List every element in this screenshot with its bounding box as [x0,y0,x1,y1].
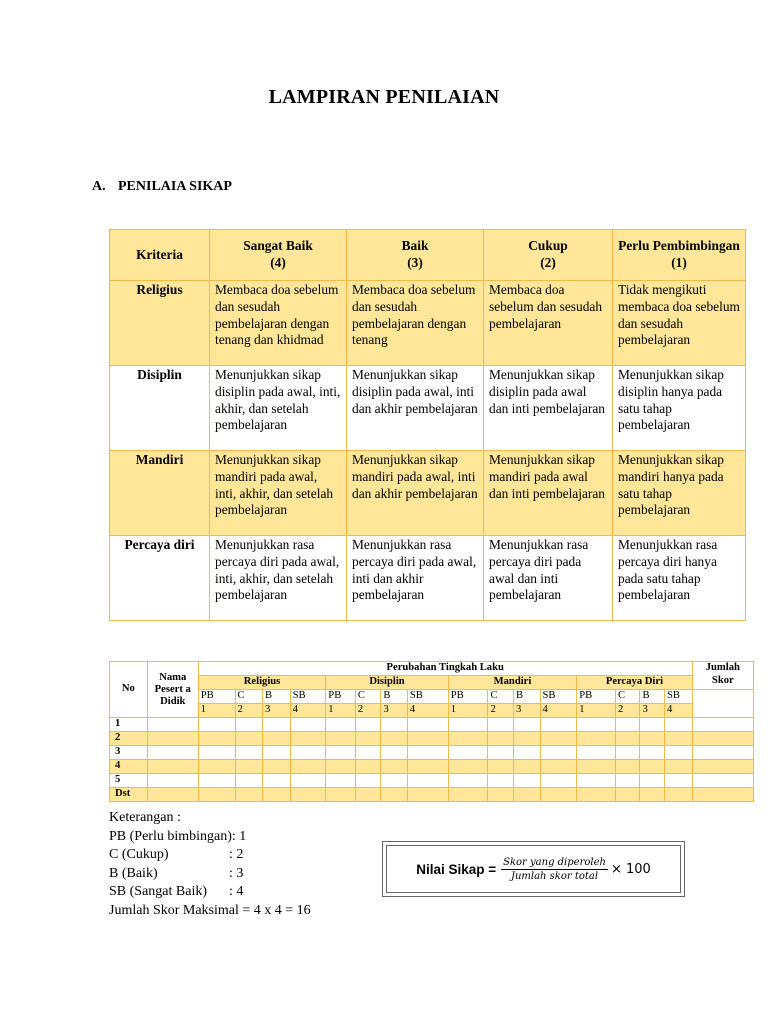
total-score-header: Jumlah Skor [692,662,753,690]
rubric-cell: Menunjukkan sikap mandiri pada awal, inti dan akhir pembelajaran [347,451,484,536]
rubric-row-percaya-diri [110,536,746,621]
score-value: 1 [577,704,616,718]
no-header: No [110,662,148,718]
score-value: 2 [355,704,381,718]
score-value: 3 [640,704,664,718]
category-percaya-diri: Percaya Diri [577,676,692,690]
score-header-row-scores [110,704,754,718]
rubric-table [109,229,746,621]
formula-lhs: Nilai Sikap = [416,861,497,877]
rubric-header-row [110,230,746,281]
note-sb: SB (Sangat Baik) : 4 [109,884,244,900]
score-value: 1 [198,704,235,718]
level-label: B [381,690,408,704]
level-label: C [355,690,381,704]
level-label: C [235,690,263,704]
section-letter: A. [92,179,106,194]
table-row: 4 [110,760,754,774]
level-label: PB [577,690,616,704]
rubric-cell: Membaca doa sebelum dan sesudah pembelajaran dengan tenang [347,281,484,366]
score-formula-box [382,841,685,897]
score-value: 4 [290,704,326,718]
rubric-header-perlu-pembimbingan: Perlu Pembimbingan (1) [613,230,746,281]
formula-fraction [501,857,608,882]
score-value: 3 [513,704,540,718]
rubric-cell: Menunjukkan sikap mandiri pada awal, inti, akhir, dan setelah pembelajaran [210,451,347,536]
section-label: PENILAIA SIKAP [118,179,232,194]
rubric-cell: Menunjukkan rasa percaya diri hanya pada satu tahap pembelajaran [613,536,746,621]
formula-rhs: × 100 [610,861,651,877]
score-value: 4 [540,704,577,718]
rubric-header-cukup: Cukup (2) [484,230,613,281]
table-row: 1 [110,718,754,732]
rubric-header-kriteria: Kriteria [110,230,210,281]
note-max-score: Jumlah Skor Maksimal = 4 x 4 = 16 [109,902,311,918]
level-label: SB [540,690,577,704]
score-value: 2 [488,704,514,718]
rubric-cell: Membaca doa sebelum dan sesudah pembelajaran dengan tenang dan khidmad [210,281,347,366]
rubric-row-disiplin [110,366,746,451]
level-label: PB [326,690,356,704]
group-header: Perubahan Tingkah Laku [198,662,692,676]
category-mandiri: Mandiri [448,676,577,690]
rubric-cell: Menunjukkan rasa percaya diri pada awal, inti dan akhir pembelajaran [347,536,484,621]
section-heading [92,179,232,195]
page-title: LAMPIRAN PENILAIAN [268,86,500,108]
rubric-row-mandiri [110,451,746,536]
score-value: 2 [235,704,263,718]
score-table [109,661,754,802]
level-label: PB [198,690,235,704]
rubric-cell: Menunjukkan sikap disiplin pada awal dan inti pembelajaran [484,366,613,451]
score-value: 2 [616,704,640,718]
note-pb: PB (Perlu bimbingan): 1 [109,828,247,844]
criterion-label: Percaya diri [110,536,210,621]
rubric-cell: Tidak mengikuti membaca doa sebelum dan sesudah pembelajaran [613,281,746,366]
level-label: PB [448,690,488,704]
score-value: 1 [448,704,488,718]
score-value: 3 [263,704,291,718]
rubric-cell: Menunjukkan sikap mandiri pada awal dan inti pembelajaran [484,451,613,536]
score-header-row-levels [110,690,754,704]
rubric-cell: Menunjukkan rasa percaya diri pada awal dan inti pembelajaran [484,536,613,621]
rubric-cell: Menunjukkan sikap mandiri hanya pada satu tahap pembelajaran [613,451,746,536]
formula-numerator: Skor yang diperoleh [503,856,606,868]
table-row: Dst [110,788,754,802]
rubric-cell: Menunjukkan sikap disiplin hanya pada satu tahap pembelajaran [613,366,746,451]
total-score-spacer [692,690,753,718]
score-header-row-1 [110,662,754,676]
rubric-cell: Membaca doa sebelum dan sesudah pembelajaran [484,281,613,366]
level-label: C [488,690,514,704]
category-religius: Religius [198,676,326,690]
legend-notes [109,809,311,921]
rubric-cell: Menunjukkan rasa percaya diri pada awal, inti, akhir, dan setelah pembelajaran [210,536,347,621]
formula-denominator: Jumlah skor total [510,870,599,882]
score-value: 1 [326,704,356,718]
note-c: C (Cukup) : 2 [109,847,244,863]
rubric-cell: Menunjukkan sikap disiplin pada awal, inti, akhir, dan setelah pembelajaran [210,366,347,451]
note-b: B (Baik) : 3 [109,865,244,881]
criterion-label: Mandiri [110,451,210,536]
rubric-row-religius [110,281,746,366]
score-value: 3 [381,704,408,718]
level-label: B [263,690,291,704]
score-header-row-categories [110,676,754,690]
table-row: 3 [110,746,754,760]
level-label: C [616,690,640,704]
level-label: SB [407,690,448,704]
table-row: 2 [110,732,754,746]
rubric-header-baik: Baik (3) [347,230,484,281]
rubric-cell: Menunjukkan sikap disiplin pada awal, inti dan akhir pembelajaran [347,366,484,451]
criterion-label: Religius [110,281,210,366]
notes-heading: Keterangan : [109,810,181,825]
score-value: 4 [664,704,692,718]
score-value: 4 [407,704,448,718]
level-label: B [513,690,540,704]
name-header: Nama Pesert a Didik [147,662,198,718]
criterion-label: Disiplin [110,366,210,451]
category-disiplin: Disiplin [326,676,448,690]
table-row: 5 [110,774,754,788]
level-label: B [640,690,664,704]
level-label: SB [290,690,326,704]
level-label: SB [664,690,692,704]
rubric-header-sangat-baik: Sangat Baik (4) [210,230,347,281]
